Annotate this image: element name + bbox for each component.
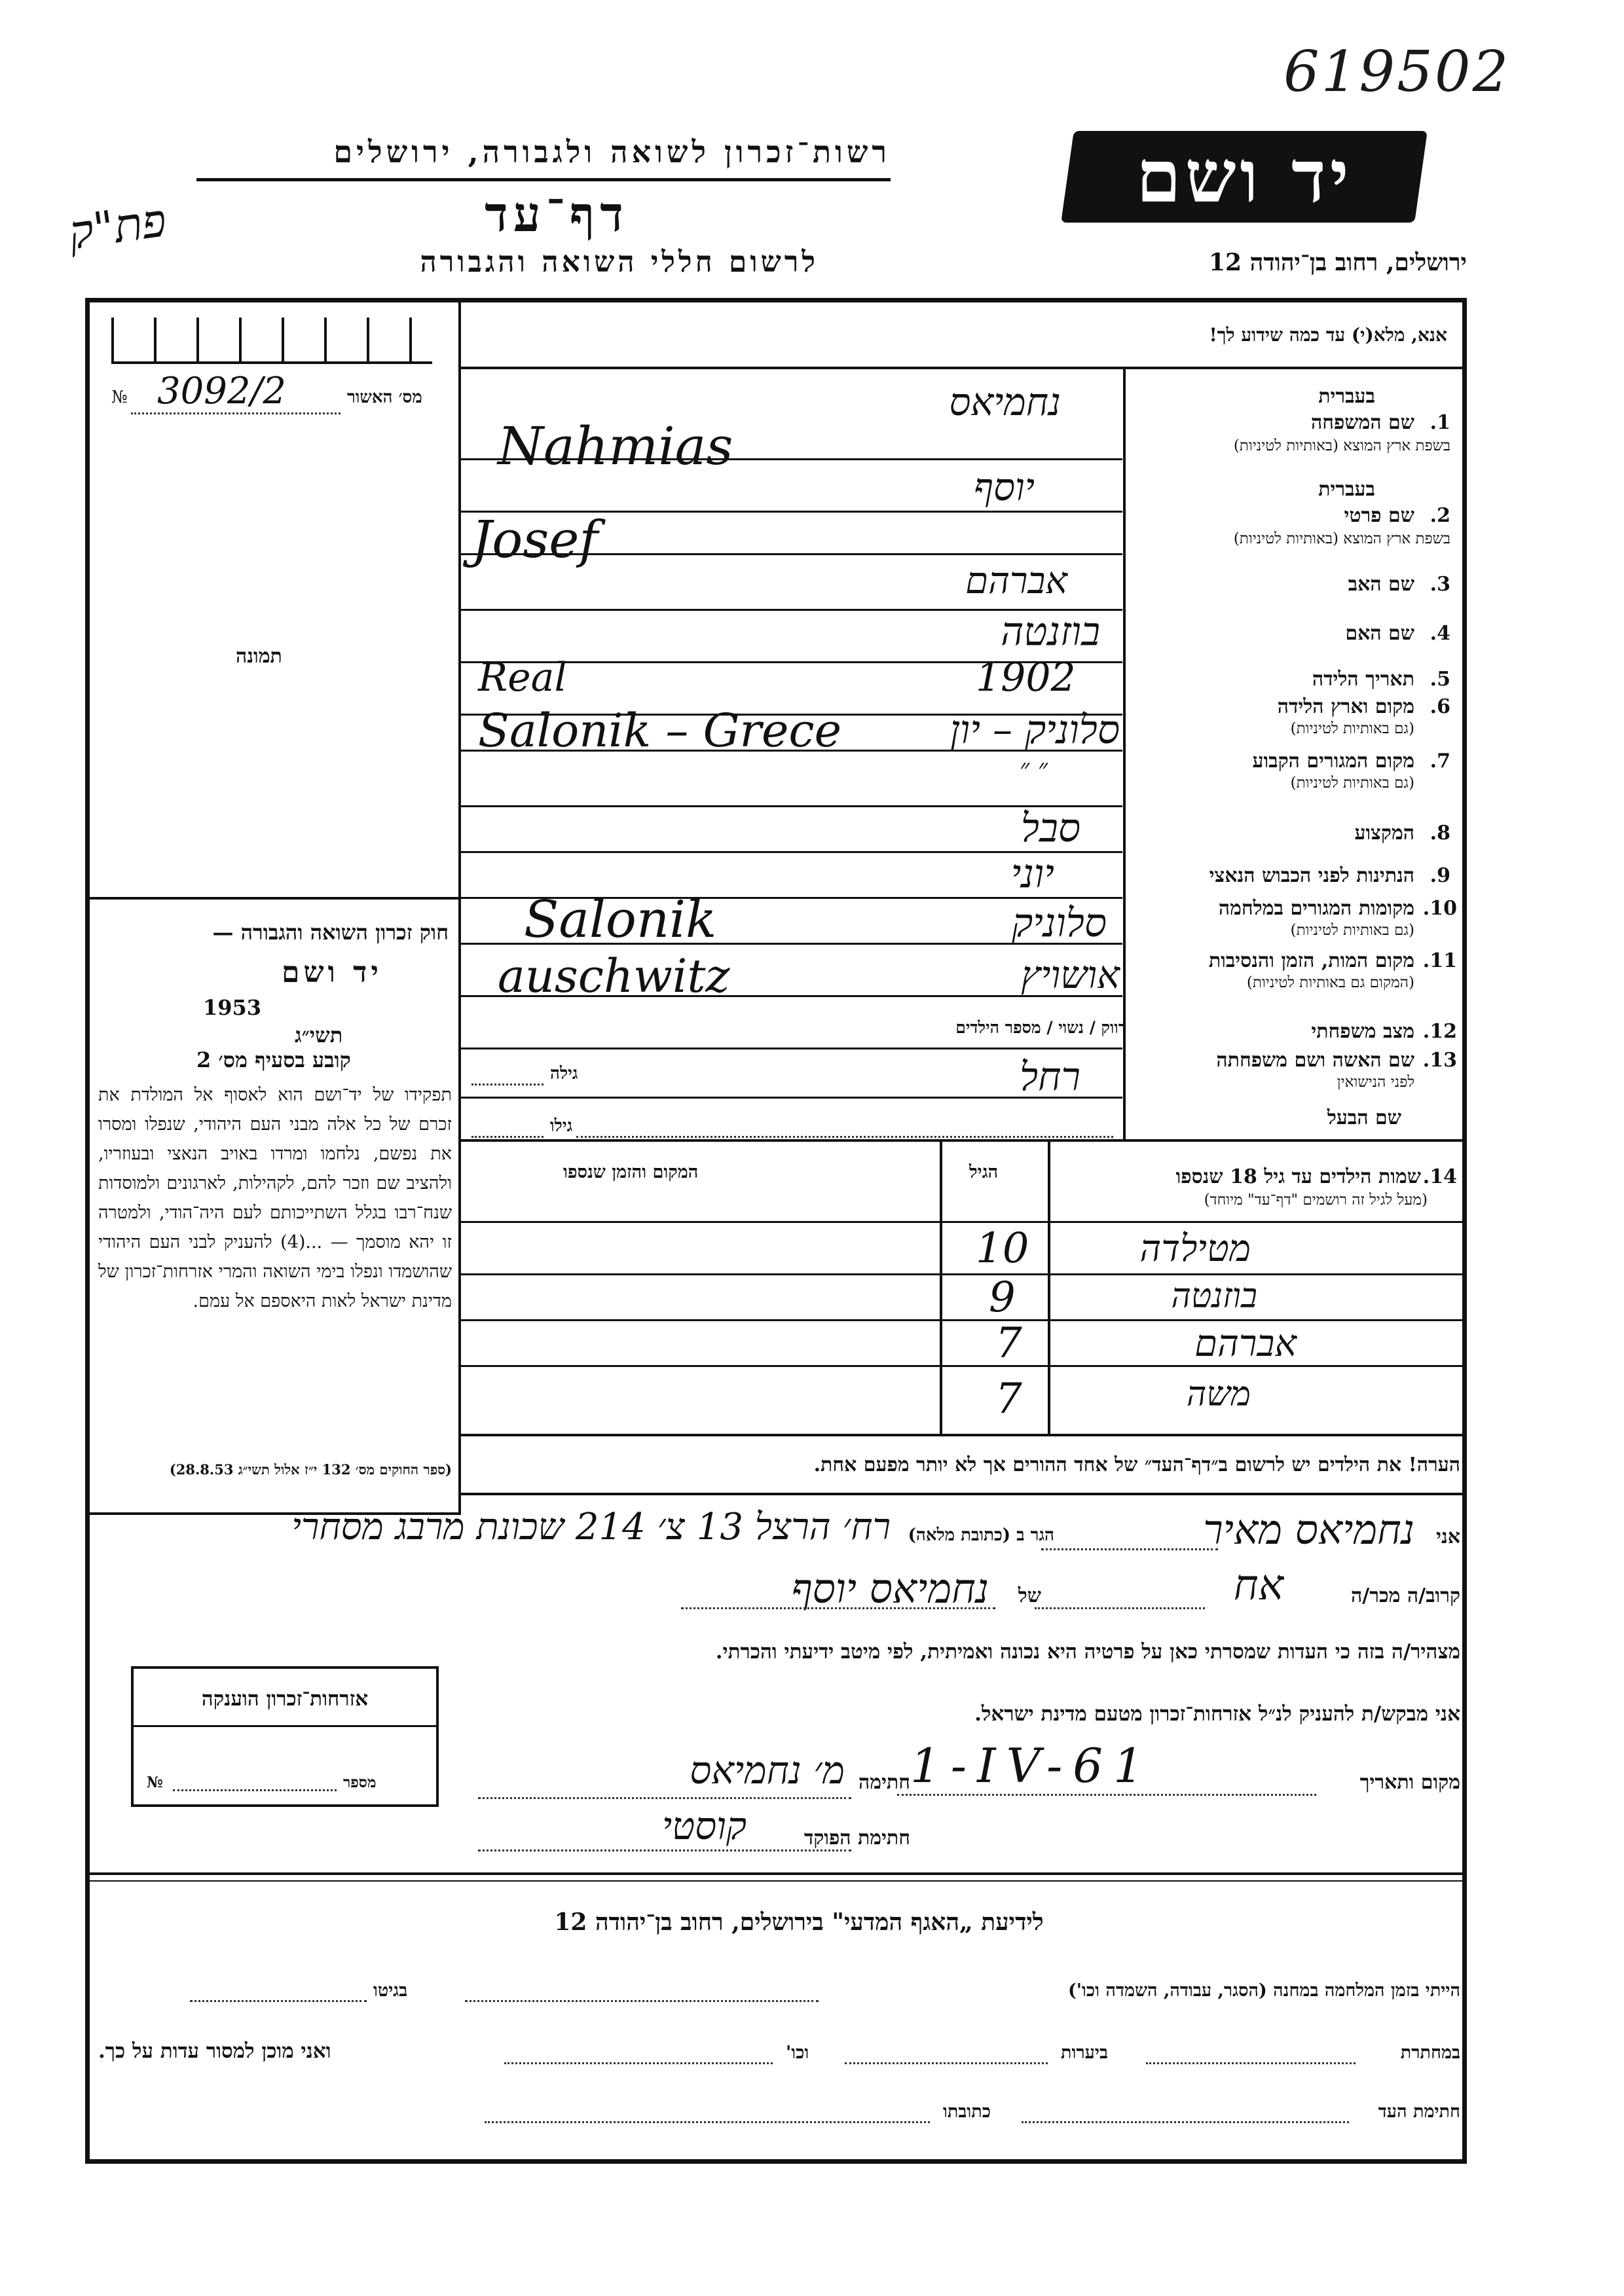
footer-line1-a: הייתי בזמן המלחמה במחנה (הסגר, עבודה, השמדה וכו') (1067, 1980, 1460, 2001)
field-6-num: 6. (1430, 695, 1450, 718)
wife-age-label: גילה (550, 1064, 578, 1084)
declarant-lives-label: הגר ב (כתובת מלאה) (908, 1525, 1054, 1545)
child-4-name: משה (1186, 1375, 1251, 1414)
field-11-sub: (המקום גם באותיות לטיניות) (1246, 974, 1414, 991)
footer-line2-b: ביערות (1061, 2043, 1109, 2063)
note-rule (461, 1493, 1467, 1495)
field-12-num: 12. (1422, 1020, 1457, 1043)
child-2-age: 9 (989, 1273, 1016, 1322)
field-4-num: 4. (1430, 622, 1450, 645)
field-12-label: מצב משפחתי (1311, 1020, 1414, 1043)
citizenship-number-label: מספר (343, 1774, 377, 1791)
field-4-label: שם האם (1345, 622, 1414, 645)
field-3-num: 3. (1430, 573, 1450, 596)
field-7-label: מקום המגורים הקבוע (1252, 750, 1414, 773)
child-2-name: בוזנטה (1171, 1277, 1257, 1316)
declaration-text: מצהיר/ה בזה כי העדות שמסרתי כאן על פרטיה היא נכונה ואמיתית, לפי מיטב ידיעתי והכרתי. (715, 1640, 1460, 1664)
field-1-label: שם המשפחה (1310, 411, 1414, 434)
instruction-rule (458, 367, 1467, 369)
field-5-value: 1902 (976, 655, 1076, 701)
field-1-sub: בשפת ארץ המוצא (באותיות לטיניות) (1233, 437, 1450, 454)
field-6-sub: (גם באותיות לטיניות) (1290, 720, 1414, 737)
children-header-sub: (מעל לגיל זה רושמים "דף־עד" מיוחד) (1204, 1192, 1428, 1209)
registration-value: 3092/2 (157, 370, 287, 412)
law-clause: קובע בסעיף מס׳ 2 (196, 1048, 351, 1072)
field-13-label: שם האשה ושם משפחתה (1216, 1049, 1414, 1072)
law-year: 1953 (203, 995, 262, 1020)
document-number: 619502 (1283, 39, 1511, 105)
husband-age-label: גילו (550, 1116, 573, 1136)
registration-label: מס׳ האשור (347, 388, 422, 407)
logo-text: יד ושם (1135, 134, 1353, 219)
authority-line: רשות־זכרון לשואה ולגבורה, ירושלים (333, 134, 891, 170)
child-3-age: 7 (995, 1319, 1022, 1368)
field-5-value-lat: Real (478, 655, 567, 701)
field-5-num: 5. (1430, 668, 1450, 691)
field-10-label: מקומות המגורים במלחמה (1218, 897, 1414, 920)
citizenship-prefix: № (147, 1774, 163, 1791)
field-1-heb-tag: בעברית (1318, 385, 1375, 408)
children-header-place: המקום והזמן שנספו (563, 1162, 699, 1182)
child-3-name: אברהם (1194, 1322, 1297, 1365)
field-2-label: שם פרטי (1344, 504, 1414, 527)
law-title: חוק זכרון השואה והגבורה — (212, 920, 449, 945)
declarant-ani: אני (1436, 1525, 1460, 1548)
field-6-value: סלוניק – יון (950, 707, 1120, 753)
field-10-num: 10. (1422, 897, 1457, 920)
fields-bottom-rule (461, 1139, 1467, 1142)
side-column-divider (458, 298, 461, 1512)
footer-rule-top-2 (85, 1880, 1467, 1882)
law-citation: (ספר החוקים מס׳ 132 י״ז אלול תשי״ג 28.8.53) (169, 1461, 452, 1478)
relation-label: קרוב/ה מכר/ה (1351, 1584, 1460, 1607)
field-10-value: סלוניק (1012, 900, 1107, 946)
footer-line3-a: חתימת העד (1378, 2102, 1460, 2122)
official-label: חתימת הפוקד (803, 1827, 910, 1850)
field-6-label: מקום וארץ הלידה (1277, 695, 1414, 718)
field-8-value: סבל (1020, 805, 1080, 851)
children-bottom-rule (461, 1434, 1467, 1436)
footer-line1-b: בגיטו (373, 1980, 408, 2001)
law-top-rule (85, 897, 461, 900)
registration-prefix: № (111, 388, 128, 407)
law-text: תפקידו של יד־ושם הוא לאסוף אל המולדת את זכרם של כל אלה מבני העם היהודי, שנפלו ומסרו את נפשם, נלחמו ומרדו באויב הנאצי ובעוזריו, ולהציב שם וזכר להם, לקהילות, לארגונים ולמוסדות שנח־רבו בגלל השתייכותם לעם היה־הודי, ולמטרה זו יהא מוסמך — ...(4) להעניק לבני העם היהודי שהושמדו ונפלו בימי השואה והמרי אזרחות־זכרון של מדינת ישראל לאות היאספם אל עמם. (98, 1085, 452, 1311)
address: ירושלים, רחוב בן־יהודה 12 (1208, 249, 1467, 276)
signature-value: מ׳ נחמיאס (690, 1748, 845, 1793)
request-text: אני מבקש/ת להעניק לנ״ל אזרחות־זכרון מטעם מדינת ישראל. (974, 1702, 1460, 1726)
field-8-num: 8. (1430, 822, 1450, 845)
footer-line2-c: וכו' (786, 2043, 809, 2063)
form-title: דף־עד (485, 187, 629, 243)
authority-underline (196, 178, 891, 181)
field-11-value-lat: auschwitz (498, 949, 730, 1003)
field-1-value-heb: נחמיאס (949, 380, 1061, 424)
registration-ticks (92, 308, 458, 367)
child-1-name: מטילדה (1139, 1228, 1251, 1270)
field-5-label: תאריך הלידה (1312, 668, 1414, 691)
child-1-age: 10 (976, 1224, 1029, 1273)
of-label: של (1018, 1584, 1041, 1607)
signature-label: חתימה (858, 1771, 910, 1794)
field-2-value-heb: יוסף (973, 465, 1035, 509)
side-mark: פת"ק (65, 193, 170, 260)
field-1-value-lat: Nahmias (498, 416, 733, 477)
children-note: הערה! את הילדים יש לרשום ב״דף־העד״ של אחד ההורים אך לא יותר מפעם אחת. (813, 1453, 1460, 1476)
field-9-num: 9. (1430, 864, 1450, 887)
official-sign: קוסטי (661, 1804, 747, 1848)
law-name: יד ושם (282, 956, 382, 989)
field-10-value-lat: Salonik (524, 890, 717, 949)
footer-line2-a: במחתרת (1400, 2043, 1460, 2063)
field-2-value-lat: Josef (471, 511, 599, 570)
instruction: אנא, מלא(י) עד כמה שידוע לך! (1209, 324, 1447, 346)
declarant-address: רח׳ הרצל 13 צ׳ 214 שכונת מרבג מסחרי (291, 1506, 891, 1548)
place-date-label: מקום ותאריך (1359, 1771, 1460, 1794)
field-13-value: רחל (1019, 1054, 1080, 1100)
citizenship-box (131, 1666, 439, 1807)
field-3-value: אברהם (965, 560, 1067, 602)
field-7-sub: (גם באותיות לטיניות) (1290, 774, 1414, 792)
field-7-num: 7. (1430, 750, 1450, 773)
field-12-options: רווק / נשוי / מספר הילדים (955, 1018, 1126, 1037)
field-2-num: 2. (1430, 504, 1450, 527)
place-date-value: 1-IV-61 (910, 1738, 1154, 1793)
field-9-value: יוני (1010, 851, 1054, 897)
field-13-num: 13. (1422, 1049, 1457, 1072)
field-3-label: שם האב (1348, 573, 1414, 596)
footer-rule-top (85, 1872, 1467, 1875)
relation-value: אח (1233, 1561, 1283, 1610)
children-num: 14. (1422, 1165, 1457, 1188)
children-header-name: שמות הילדים עד גיל 18 שנספו (1175, 1165, 1421, 1188)
law-year-heb: תשי״ג (295, 1023, 343, 1048)
field-9-label: הנתינות לפני הכבוש הנאצי (1209, 864, 1414, 887)
field-11-num: 11. (1422, 949, 1457, 972)
field-4-value: בוזנטה (1001, 609, 1100, 655)
yad-vashem-logo (1061, 131, 1428, 223)
citizenship-title: אזרחות־זכרון הוענקה (201, 1687, 369, 1711)
field-10-sub: (גם באותיות לטיניות) (1290, 922, 1414, 939)
footer-title: לידיעת „האגף המדעי" בירושלים, רחוב בן־יהודה 12 (554, 1908, 1044, 1936)
husband-label: שם הבעל (1327, 1106, 1401, 1129)
field-6-value-lat: Salonik – Grece (478, 704, 842, 757)
field-13-sub: לפני הנישואין (1337, 1074, 1414, 1091)
field-1-num: 1. (1430, 411, 1450, 434)
form-subtitle: לרשום חללי השואה והגבורה (420, 246, 819, 279)
declarant-name: נחמיאס מאיר (1203, 1506, 1414, 1554)
footer-line3-b: כתובתו (943, 2102, 991, 2122)
of-name: נחמיאס יוסף (791, 1565, 989, 1613)
field-2-sub: בשפת ארץ המוצא (באותיות לטיניות) (1233, 530, 1450, 547)
children-header-age: הגיל (969, 1162, 999, 1182)
field-8-label: המקצוע (1354, 822, 1414, 845)
field-7-value: ״ ״ (1019, 754, 1048, 784)
field-2-heb-tag: בעברית (1318, 478, 1375, 501)
field-11-value: אושויץ (1021, 953, 1120, 997)
child-4-age: 7 (995, 1375, 1022, 1423)
photo-label: תמונה (236, 645, 282, 668)
field-11-label: מקום המות, הזמן והנסיבות (1208, 949, 1414, 972)
footer-line2-d: ואני מוכן למסור עדות על כך. (98, 2039, 331, 2063)
